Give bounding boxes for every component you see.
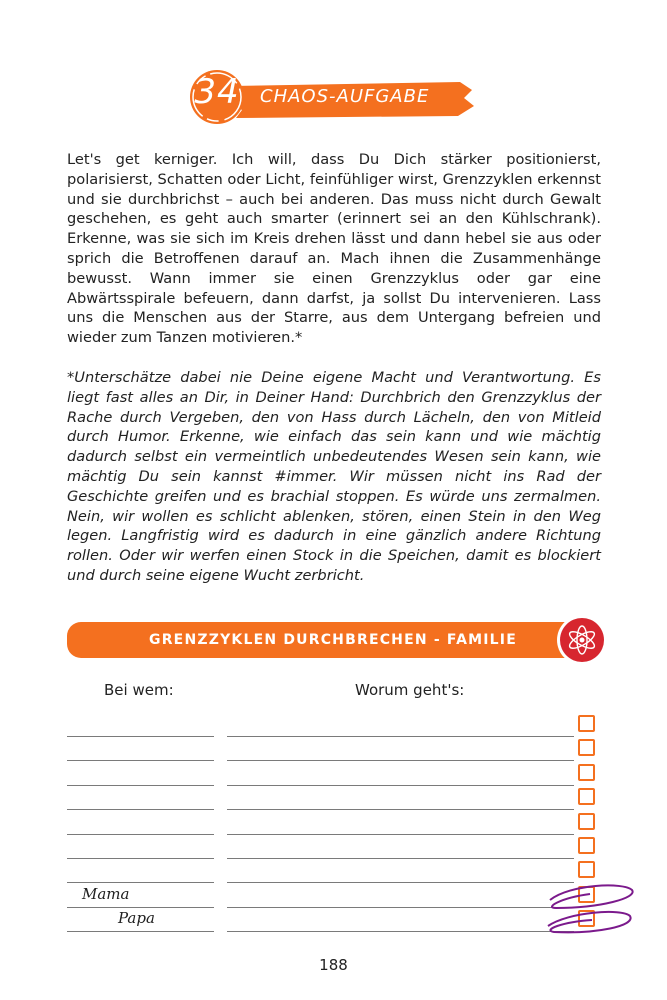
body-paragraph: Let's get kerniger. Ich will, dass Du Dich stärker positionierst, polarisierst, Schatten oder Licht, feinfühliger wirst, Grenzzyklen erkennst und sie durchbrichst – auch bei anderen. Das muss nicht durch Gewalt geschehen, es geht auch smarter (erinnert sei an den Kühlschrank). Erkenne, was sie sich im Kreis drehen lässt und dann hebel sie aus oder sprich die Betroffenen darauf an. Mach ihnen die Zusammenhänge bewusst. Wann immer sie einen Grenzzyklus oder gar eine Abwärtsspirale befeuern, dann darfst, ja sollst Du intervenieren. Lass uns die Menschen aus der Starre, aus dem Untergang befreien und wieder zum Tanzen motivieren.* [67, 151, 601, 347]
checkbox[interactable] [578, 715, 595, 732]
who-line[interactable] [67, 858, 214, 859]
handwritten-name: Papa [118, 909, 155, 927]
who-line[interactable] [67, 907, 214, 908]
scribble-mark-icon [540, 878, 640, 940]
what-line[interactable] [227, 907, 574, 908]
checkbox[interactable] [578, 861, 595, 878]
page-number: 188 [319, 956, 348, 974]
checkbox[interactable] [578, 788, 595, 805]
checkbox[interactable] [578, 764, 595, 781]
what-line[interactable] [227, 809, 574, 810]
what-line[interactable] [227, 834, 574, 835]
who-line[interactable] [67, 931, 214, 932]
who-line[interactable] [67, 809, 214, 810]
footnote-paragraph: *Unterschätze dabei nie Deine eigene Macht und Verantwortung. Es liegt fast alles an Dir, in Deiner Hand: Durchbrich den Grenzzyklus der Rache durch Vergeben, den von Hass durch Lächeln, den von Mitleid durch Humor. Erkenne, wie einfach das sein kann und wie mächtig dadurch selbst ein vermeintlich unbedeutendes Wesen sein kann, wie mächtig Du sein kannst #immer. Wir müssen nicht ins Rad der Geschichte greifen und es brachial stoppen. Es würde uns zermalmen. Nein, wir wollen es schlicht ablenken, stören, einen Stein in den Weg legen. Langfristig wird es dadurch in eine gänzlich andere Richtung rollen. Oder wir werfen einen Stock in die Speichen, damit es blockiert und durch seine eigene Wucht zerbricht. [67, 369, 601, 584]
chapter-title: CHAOS-AUFGABE [260, 86, 430, 107]
who-line[interactable] [67, 882, 214, 883]
who-line[interactable] [67, 834, 214, 835]
what-line[interactable] [227, 882, 574, 883]
handwritten-name: Mama [82, 885, 130, 903]
section-banner-title: GRENZZYKLEN DURCHBRECHEN - FAMILIE [149, 632, 517, 648]
what-line[interactable] [227, 736, 574, 737]
who-line[interactable] [67, 760, 214, 761]
chapter-number: 34 [194, 72, 240, 112]
what-line[interactable] [227, 858, 574, 859]
who-line[interactable] [67, 736, 214, 737]
what-line[interactable] [227, 760, 574, 761]
checkbox[interactable] [578, 739, 595, 756]
what-line[interactable] [227, 785, 574, 786]
who-line[interactable] [67, 785, 214, 786]
column-label-what: Worum geht's: [355, 681, 465, 699]
column-label-who: Bei wem: [104, 681, 174, 699]
what-line[interactable] [227, 931, 574, 932]
checkbox[interactable] [578, 813, 595, 830]
checkbox[interactable] [578, 837, 595, 854]
